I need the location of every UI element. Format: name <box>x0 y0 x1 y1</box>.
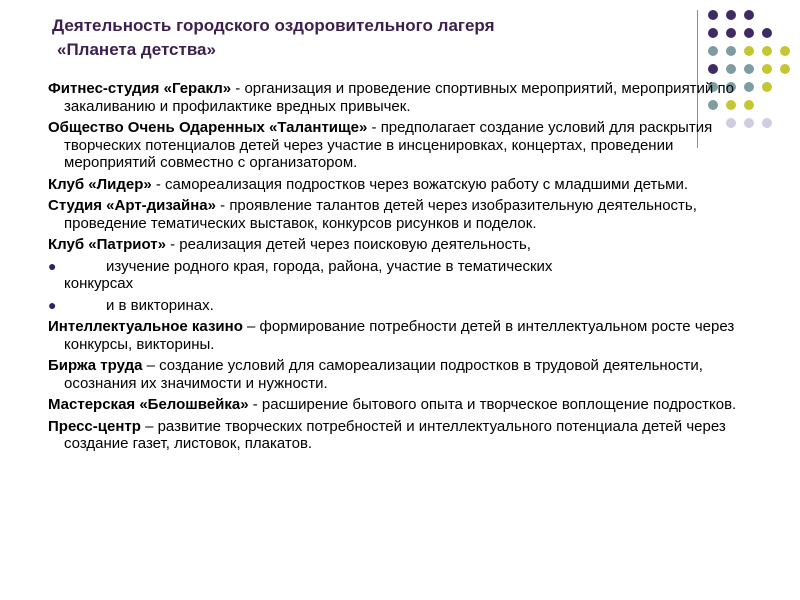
paragraph-text: – развитие творческих потребностей и интеллектуального потенциала детей через создание газет, листовок, плакатов. <box>64 417 726 452</box>
decorative-dot <box>726 46 736 56</box>
decorative-dot <box>726 10 736 20</box>
paragraph-birzha-truda <box>48 357 748 392</box>
paragraph-talantische <box>48 119 748 172</box>
paragraph-text: - расширение бытового опыта и творческое воплощение подростков. <box>248 396 737 413</box>
paragraph-heading: Студия «Арт-дизайна» <box>48 197 216 214</box>
paragraph-text: - организация и проведение спортивных мероприятий, мероприятий по закаливанию и профилактике вредных привычек. <box>64 80 734 115</box>
paragraph-text: – формирование потребности детей в интеллектуальном росте через конкурсы, викторины. <box>64 318 735 353</box>
paragraph-gerakl <box>48 80 748 115</box>
paragraph-lider <box>48 176 748 194</box>
title-line-1: Деятельность городского оздоровительного лагеря <box>52 16 495 35</box>
decorative-dot <box>744 10 754 20</box>
decorative-dot <box>744 28 754 38</box>
paragraph-text: - предполагает создание условий для раскрытия творческих потенциалов детей через участие в инсценировках, концертах, проведении мероприятий совместно с организатором. <box>64 119 713 171</box>
decorative-dot <box>744 64 754 74</box>
paragraph-heading: Клуб «Лидер» <box>48 175 152 193</box>
decorative-dot <box>762 82 772 92</box>
paragraph-text: - реализация детей через поисковую деятельность, <box>165 236 531 253</box>
decorative-dot <box>780 46 790 56</box>
decorative-dot <box>762 28 772 38</box>
paragraph-patriot <box>48 236 748 254</box>
paragraph-text: - самореализация подростков через вожатскую работу с младшими детьми. <box>151 175 688 193</box>
decorative-dot <box>762 64 772 74</box>
paragraph-beloshveyka <box>48 396 748 414</box>
decorative-dot <box>780 64 790 74</box>
bullet-icon: ● <box>48 296 57 313</box>
decorative-dot <box>708 64 718 74</box>
paragraph-heading: Пресс-центр <box>48 417 141 435</box>
decorative-dot <box>726 28 736 38</box>
decorative-dot <box>762 118 772 128</box>
title-line-2: «Планета детства» <box>57 40 216 59</box>
decorative-dot <box>708 10 718 20</box>
bullet-item <box>48 297 748 315</box>
paragraph-text: - проявление талантов детей через изобразительную деятельность, проведение тематических выставок, конкурсов рисунков и поделок. <box>64 197 697 232</box>
paragraph-heading: Общество Очень Одаренных «Талантище» <box>48 119 368 136</box>
decorative-dot <box>726 64 736 74</box>
paragraph-art-design <box>48 197 748 232</box>
paragraph-intellect-casino <box>48 318 748 353</box>
bullet-text: изучение родного края, города, района, участие в тематических <box>106 257 553 275</box>
paragraph-text: – создание условий для самореализации подростков в трудовой деятельности, осознания их значимости и нужности. <box>64 357 703 392</box>
bullet-icon: ● <box>48 257 57 274</box>
decorative-dot <box>762 46 772 56</box>
slide-content <box>48 80 748 457</box>
bullet-item <box>48 258 748 293</box>
paragraph-heading: Клуб «Патриот» <box>48 236 166 253</box>
paragraph-heading: Интеллектуальное казино <box>48 318 243 335</box>
paragraph-heading: Фитнес-студия «Геракл» <box>48 80 232 97</box>
decorative-dot <box>708 46 718 56</box>
paragraph-press-center <box>48 418 748 453</box>
slide-title <box>52 14 495 62</box>
bullet-text-continued: конкурсах <box>64 275 134 292</box>
paragraph-heading: Мастерская «Белошвейка» <box>48 396 249 413</box>
paragraph-heading: Биржа труда <box>48 357 143 374</box>
bullet-text: и в викторинах. <box>106 296 214 314</box>
decorative-dot <box>744 46 754 56</box>
decorative-dot <box>708 28 718 38</box>
